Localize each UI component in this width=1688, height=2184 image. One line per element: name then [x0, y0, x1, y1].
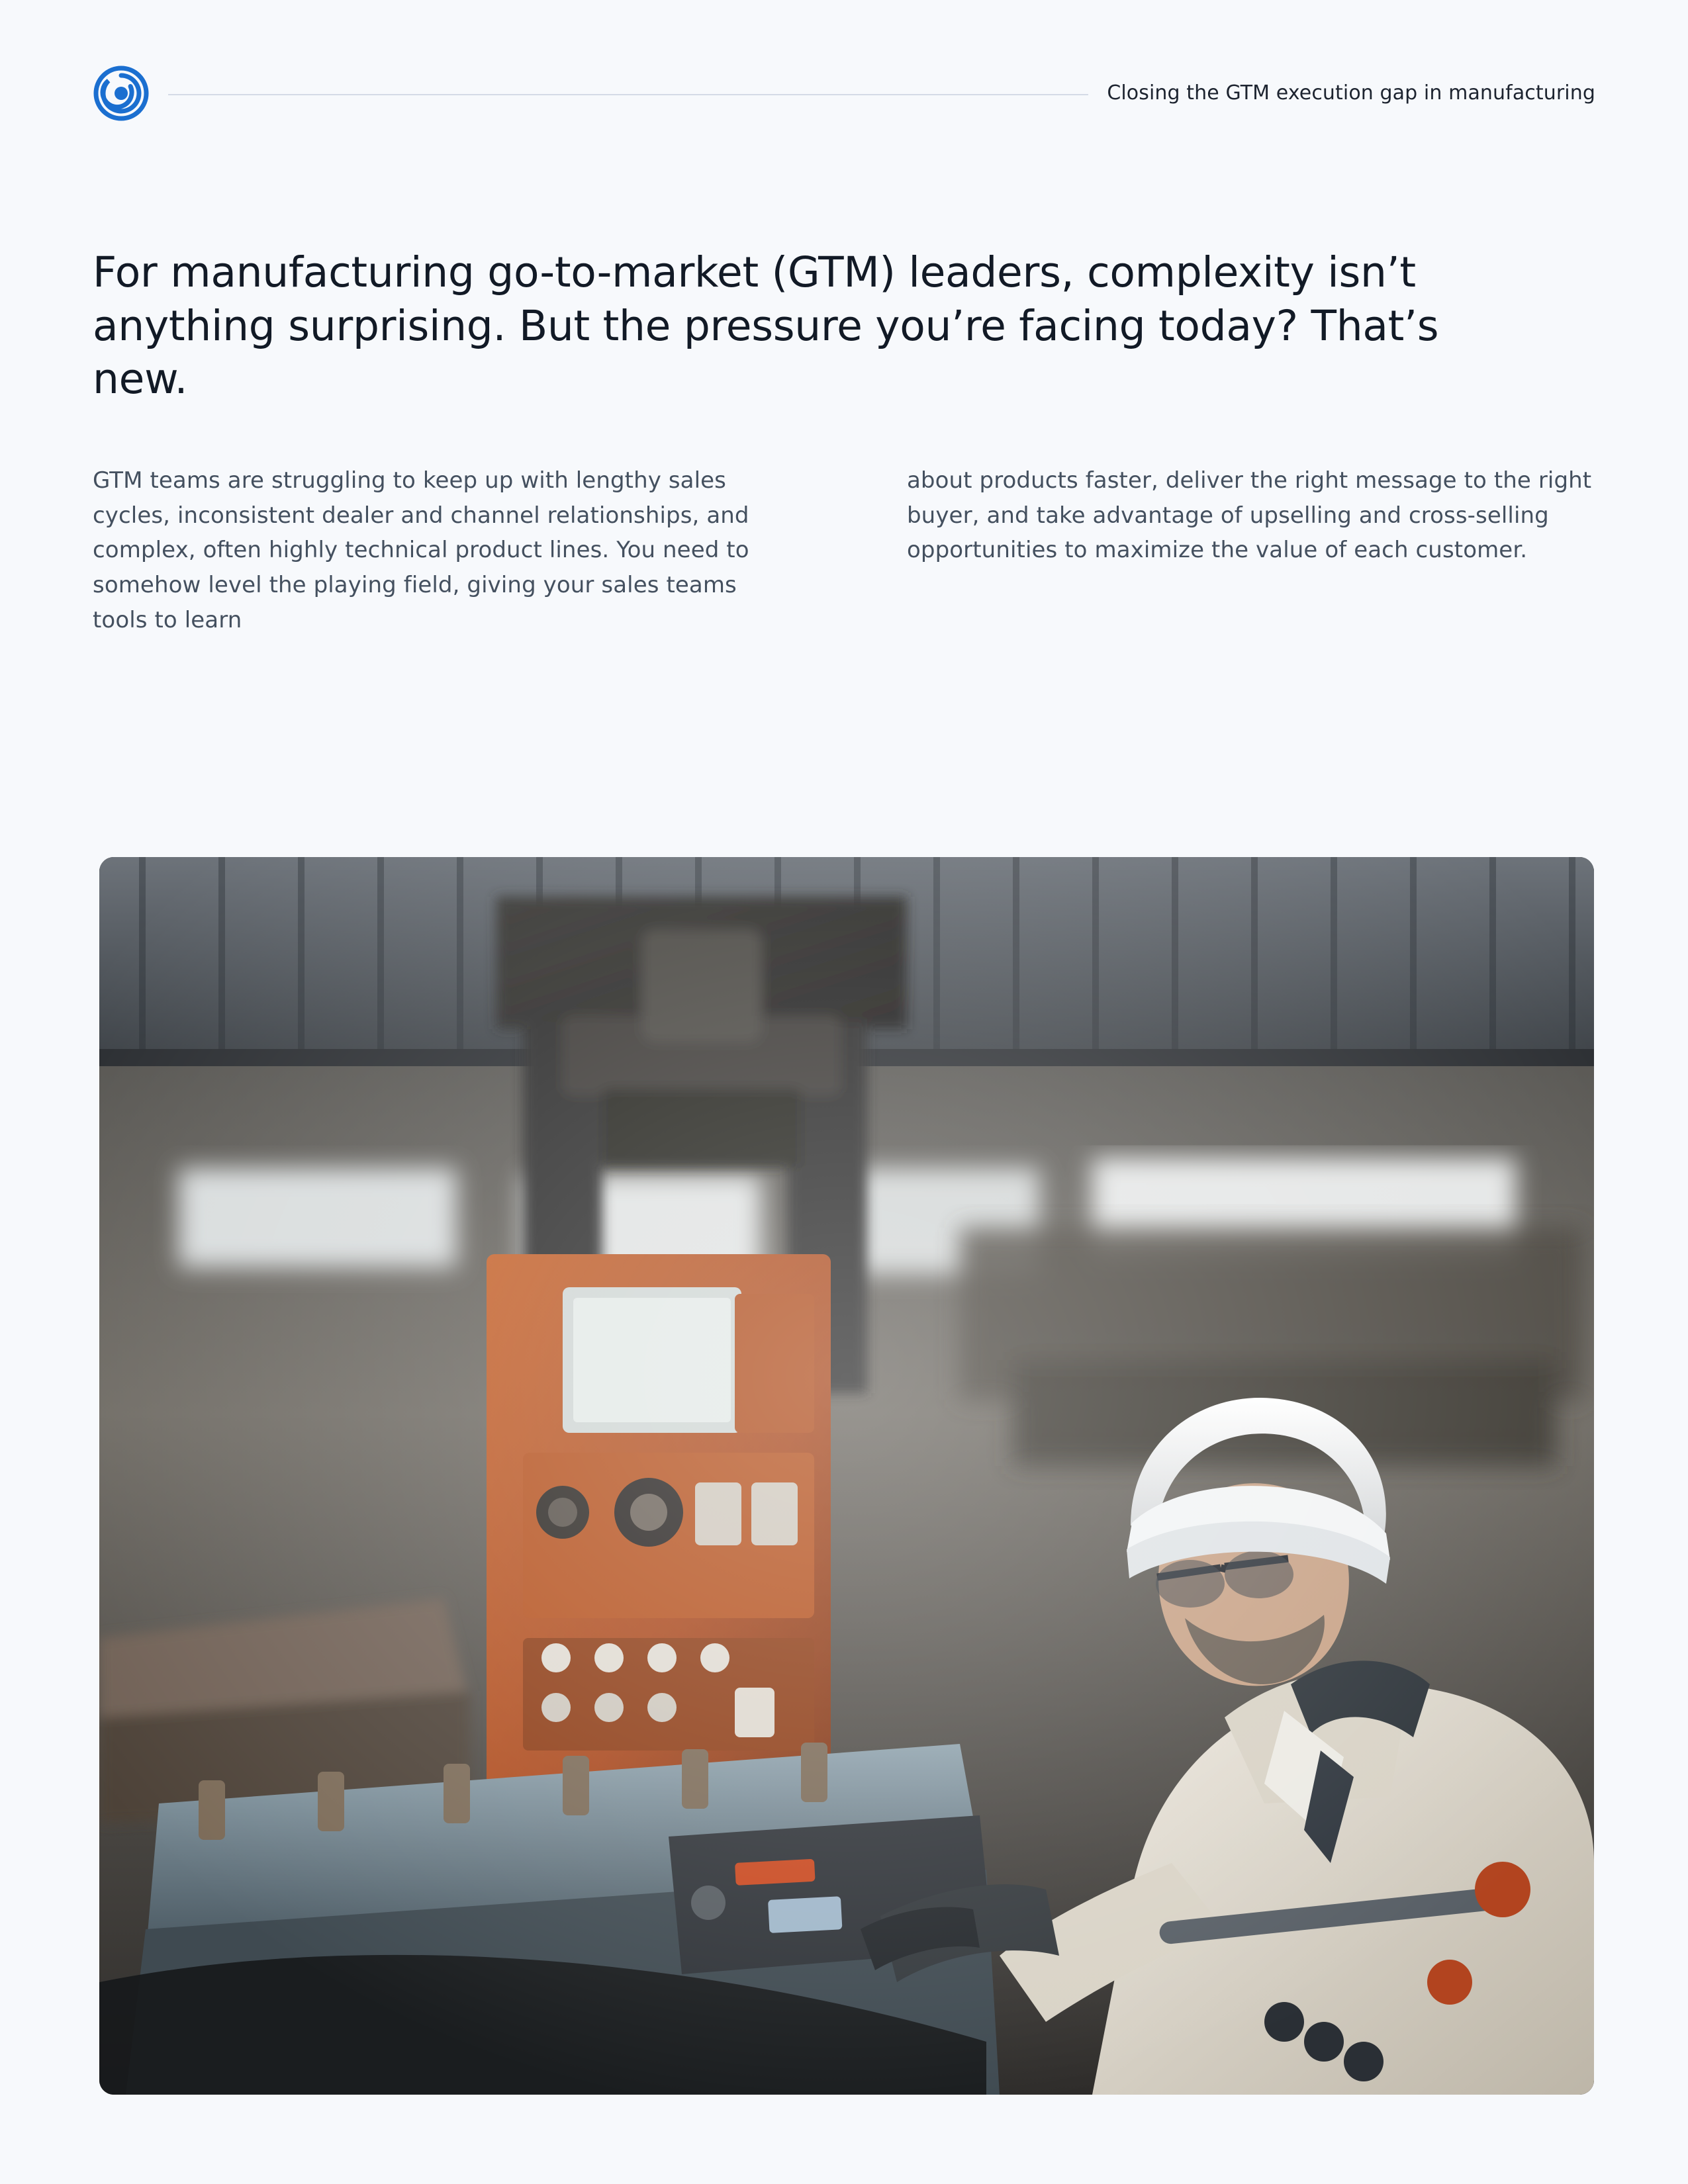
body-columns [93, 463, 1595, 637]
header-divider [168, 94, 1088, 95]
page-header [93, 64, 1595, 123]
body-column-right [907, 463, 1595, 637]
target-spiral-logo-icon [93, 65, 150, 122]
body-paragraph-right: about products faster, deliver the right message to the right buyer, and take advantage of upselling and cross-selling opportunities to maximize the value of each customer. [907, 467, 1592, 564]
page-headline: For manufacturing go-to-market (GTM) leaders, complexity isn’t anything surprising. But the pressure you’re facing today? That’s new. [93, 248, 1439, 404]
body-paragraph-left: GTM teams are struggling to keep up with lengthy sales cycles, inconsistent dealer and channel relationships, and complex, often highly technical product lines. You need to somehow level the playing field, giving your sales teams tools to learn [93, 467, 749, 633]
body-column-left [93, 463, 781, 637]
factory-worker-photo [99, 857, 1594, 2095]
header-title: Closing the GTM execution gap in manufacturing [1107, 81, 1595, 105]
